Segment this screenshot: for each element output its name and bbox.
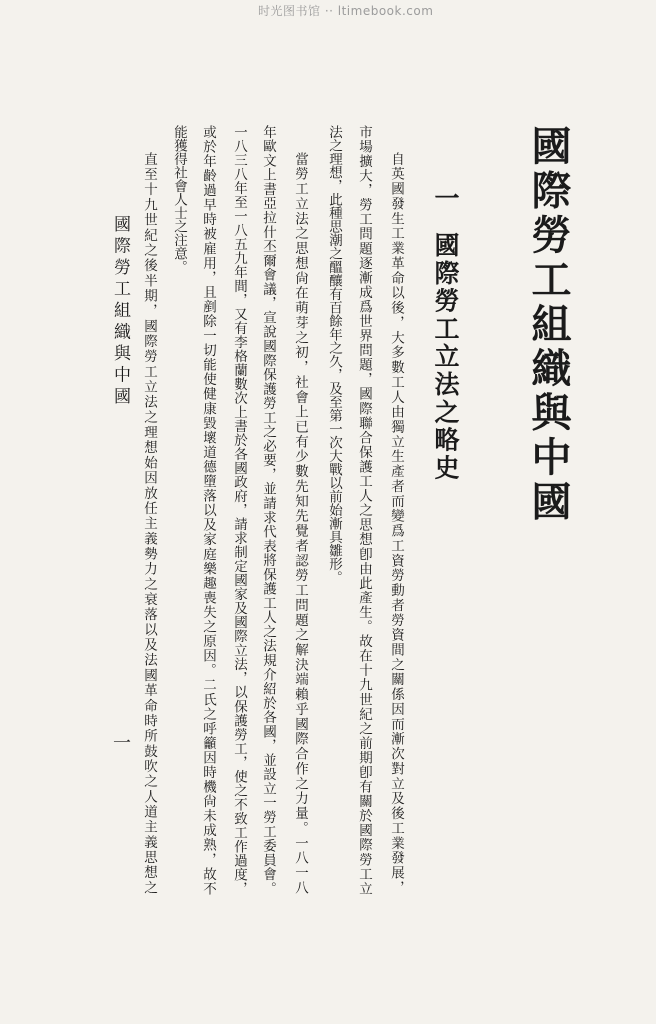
body-line-2: 市場擴大，勞工問題逐漸成爲世界問題，國際聯合保護工人之思想卽由此產生。故在十九世紀之前期卽有關於國際勞工立 [356, 125, 372, 895]
body-line-7: 或於年齡過早時被雇用，且剷除一切能使健康毀壞道德墮落以及家庭樂趣喪失之原因。二氏之呼籲因時機尙未成熟，故不 [200, 125, 216, 895]
body-line-8: 能獲得社會人士之注意。 [171, 125, 187, 274]
body-line-1: 自英國發生工業革命以後，大多數工人由獨立生產者而變爲工資勞動者勞資間之關係因而漸次對立及後工業發展， [388, 152, 404, 894]
watermark: 时光图书馆 ·· ltimebook.com [258, 4, 434, 18]
chapter-title: 國際勞工組織與中國 [525, 125, 572, 525]
running-header: 國際勞工組織與中國 [110, 215, 130, 409]
section-number: 一 [431, 185, 460, 210]
section-title: 國際勞工立法之略史 [431, 232, 460, 483]
body-line-6: 一八三八年至一八五九年間，又有李格蘭數次上書於各國政府，請求制定國家及國際立法，以保護勞工，使之不致工作過度， [231, 125, 247, 895]
body-line-3: 法之理想，此種思潮之醞釀有百餘年之久，及至第一次大戰以前始漸具雛形。 [326, 125, 342, 584]
body-line-5: 年歐文上書亞拉什丕爾會議，宣說國際保護勞工之必要，並請求代表將保護工人之法規介紹於各國，並設立一勞工委員會。 [260, 125, 276, 895]
body-line-4: 當勞工立法之思想尙在萌芽之初，社會上已有少數先知先覺者認勞工問題之解決端賴乎國際合作之力量。一八一八 [292, 152, 308, 894]
body-line-9: 直至十九世紀之後半期，國際勞工立法之理想始因放任主義勢力之衰落以及法國革命時所鼓吹之人道主義思想之 [141, 152, 157, 894]
page-number: 一 [110, 733, 131, 751]
